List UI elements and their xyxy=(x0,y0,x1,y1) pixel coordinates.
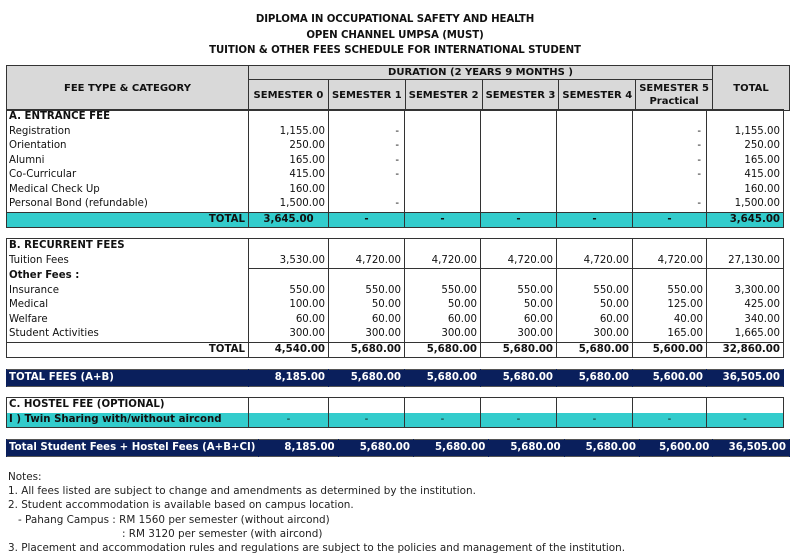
cell-s2: 5,680.00 xyxy=(405,370,481,387)
cell-total: 1,500.00 xyxy=(707,197,784,212)
total-student-and-hostel-fees xyxy=(6,439,790,457)
title-schedule: TUITION & OTHER FEES SCHEDULE FOR INTERNATIONAL STUDENT xyxy=(209,45,581,56)
cell-s3 xyxy=(481,197,557,212)
header-fee-type: FEE TYPE & CATEGORY xyxy=(7,66,249,111)
table-row xyxy=(7,197,784,212)
cell-s3: 300.00 xyxy=(481,327,557,342)
cell-s4: - xyxy=(557,413,633,428)
cell-s4 xyxy=(557,125,633,140)
cell-s2: 5,680.00 xyxy=(413,440,488,457)
cell-s1: 60.00 xyxy=(329,313,405,328)
table-row xyxy=(7,154,784,169)
total-ab-label: TOTAL FEES (A+B) xyxy=(7,370,249,387)
cell-total: 32,860.00 xyxy=(707,342,784,358)
row-label: Medical xyxy=(7,298,249,313)
total-all-row xyxy=(7,440,790,457)
header-semester-3: SEMESTER 3 xyxy=(482,80,559,111)
cell-s4 xyxy=(557,197,633,212)
row-label: I ) Twin Sharing with/without aircond xyxy=(7,413,249,428)
cell-s2: 60.00 xyxy=(405,313,481,328)
cell-s5: - xyxy=(633,154,707,169)
other-fees-title: Other Fees : xyxy=(7,269,249,284)
cell-s5: - xyxy=(633,125,707,140)
cell-s5 xyxy=(633,183,707,198)
table-row xyxy=(7,168,784,183)
cell-s4: 50.00 xyxy=(557,298,633,313)
cell-s4: 60.00 xyxy=(557,313,633,328)
cell-s5: 40.00 xyxy=(633,313,707,328)
cell-s0: 415.00 xyxy=(249,168,329,183)
section-title-row xyxy=(7,239,784,254)
cell-total: 36,505.00 xyxy=(713,440,790,457)
cell-s5: - xyxy=(633,168,707,183)
cell-s0: 8,185.00 xyxy=(259,440,338,457)
cell-s4: 5,680.00 xyxy=(557,370,633,387)
cell-s1: 300.00 xyxy=(329,327,405,342)
row-label: Alumni xyxy=(7,154,249,169)
cell-total: 425.00 xyxy=(707,298,784,313)
cell-s1: - xyxy=(329,197,405,212)
document-title xyxy=(0,12,790,59)
cell-total: 27,130.00 xyxy=(707,254,784,269)
header-semester-5 xyxy=(636,80,713,111)
cell-s0: 8,185.00 xyxy=(249,370,329,387)
total-label: TOTAL xyxy=(7,342,249,358)
cell-s2 xyxy=(405,183,481,198)
cell-s4 xyxy=(557,168,633,183)
cell-s0: 3,530.00 xyxy=(249,254,329,269)
cell-s2 xyxy=(405,125,481,140)
cell-total: 3,300.00 xyxy=(707,284,784,299)
table-row-tuition xyxy=(7,254,784,269)
cell-s0: 1,155.00 xyxy=(249,125,329,140)
cell-s2 xyxy=(405,197,481,212)
cell-s4: - xyxy=(557,212,633,228)
notes xyxy=(8,470,625,555)
cell-s5: - xyxy=(633,212,707,228)
cell-s5: 5,600.00 xyxy=(633,342,707,358)
cell-s5: 550.00 xyxy=(633,284,707,299)
section-entrance-fee xyxy=(6,109,784,228)
table-row xyxy=(7,298,784,313)
cell-s5: - xyxy=(633,139,707,154)
table-row xyxy=(7,139,784,154)
cell-s3: 5,680.00 xyxy=(481,370,557,387)
header-semester-1: SEMESTER 1 xyxy=(328,80,405,111)
section-recurrent-fees xyxy=(6,238,784,358)
cell-s5: 125.00 xyxy=(633,298,707,313)
header-semester-2: SEMESTER 2 xyxy=(405,80,482,111)
cell-s0: 550.00 xyxy=(249,284,329,299)
cell-s3: 5,680.00 xyxy=(481,342,557,358)
total-ab-row xyxy=(7,370,784,387)
cell-s5: - xyxy=(633,197,707,212)
cell-s1: 4,720.00 xyxy=(329,254,405,269)
section-c-title: C. HOSTEL FEE (OPTIONAL) xyxy=(7,398,249,413)
row-label: Tuition Fees xyxy=(7,254,249,269)
cell-total: - xyxy=(707,413,784,428)
section-title-row xyxy=(7,110,784,125)
table-row xyxy=(7,284,784,299)
cell-s1 xyxy=(329,183,405,198)
cell-s5: 165.00 xyxy=(633,327,707,342)
cell-s0: 165.00 xyxy=(249,154,329,169)
cell-s2 xyxy=(405,139,481,154)
note-1: 1. All fees listed are subject to change and amendments as determined by the institution. xyxy=(8,485,476,498)
cell-total: 36,505.00 xyxy=(707,370,784,387)
total-label: TOTAL xyxy=(7,212,249,228)
cell-s1: - xyxy=(329,212,405,228)
cell-s1: 5,680.00 xyxy=(329,370,405,387)
cell-total: 340.00 xyxy=(707,313,784,328)
cell-s1: - xyxy=(329,168,405,183)
header-semester-4: SEMESTER 4 xyxy=(559,80,636,111)
cell-s1: 5,680.00 xyxy=(338,440,413,457)
cell-s4: 5,680.00 xyxy=(557,342,633,358)
cell-s3: 4,720.00 xyxy=(481,254,557,269)
cell-s0: 250.00 xyxy=(249,139,329,154)
cell-s2: 50.00 xyxy=(405,298,481,313)
table-row xyxy=(7,183,784,198)
cell-total: 1,665.00 xyxy=(707,327,784,342)
cell-s0: - xyxy=(249,413,329,428)
cell-s1: - xyxy=(329,413,405,428)
other-fees-title-row xyxy=(7,269,784,284)
total-all-label: Total Student Fees + Hostel Fees (A+B+CI) xyxy=(7,440,259,457)
table-row xyxy=(7,313,784,328)
cell-s4: 300.00 xyxy=(557,327,633,342)
table-row xyxy=(7,327,784,342)
cell-s3 xyxy=(481,154,557,169)
cell-s5: 5,600.00 xyxy=(633,370,707,387)
header-semester-0: SEMESTER 0 xyxy=(248,80,328,111)
cell-s1: 50.00 xyxy=(329,298,405,313)
cell-s0: 4,540.00 xyxy=(249,342,329,358)
note-2-pahang-with-aircond: : RM 3120 per semester (with aircond) xyxy=(122,527,323,540)
cell-s4: 550.00 xyxy=(557,284,633,299)
cell-s2: - xyxy=(405,413,481,428)
header-semester-5-sub: Practical xyxy=(649,96,699,107)
cell-s2: 300.00 xyxy=(405,327,481,342)
section-b-title: B. RECURRENT FEES xyxy=(7,239,249,254)
header-total: TOTAL xyxy=(713,66,790,111)
row-label: Personal Bond (refundable) xyxy=(7,197,249,212)
cell-s2 xyxy=(405,154,481,169)
cell-s4: 4,720.00 xyxy=(557,254,633,269)
header-semester-5-label: SEMESTER 5 xyxy=(639,83,709,94)
section-a-title: A. ENTRANCE FEE xyxy=(7,110,249,125)
cell-s2: - xyxy=(405,212,481,228)
cell-s3: 60.00 xyxy=(481,313,557,328)
section-title-row xyxy=(7,398,784,413)
cell-s3: - xyxy=(481,212,557,228)
cell-s2: 550.00 xyxy=(405,284,481,299)
cell-s3 xyxy=(481,183,557,198)
cell-s3: 5,680.00 xyxy=(489,440,564,457)
cell-s3: 550.00 xyxy=(481,284,557,299)
cell-s1: - xyxy=(329,139,405,154)
table-row-twin-sharing xyxy=(7,413,784,428)
cell-s2: 4,720.00 xyxy=(405,254,481,269)
cell-s0: 300.00 xyxy=(249,327,329,342)
cell-total: 250.00 xyxy=(707,139,784,154)
cell-s1: - xyxy=(329,154,405,169)
cell-s0: 1,500.00 xyxy=(249,197,329,212)
row-label: Co-Curricular xyxy=(7,168,249,183)
cell-total: 165.00 xyxy=(707,154,784,169)
row-label: Student Activities xyxy=(7,327,249,342)
title-program: DIPLOMA IN OCCUPATIONAL SAFETY AND HEALTH xyxy=(255,14,535,25)
cell-s4: 5,680.00 xyxy=(564,440,639,457)
cell-total: 1,155.00 xyxy=(707,125,784,140)
cell-s1: - xyxy=(329,125,405,140)
row-label: Orientation xyxy=(7,139,249,154)
cell-s5: - xyxy=(633,413,707,428)
cell-s5: 5,600.00 xyxy=(639,440,712,457)
cell-s1: 550.00 xyxy=(329,284,405,299)
cell-s0: 3,645.00 xyxy=(249,212,329,228)
section-hostel-fee xyxy=(6,397,784,428)
cell-s0: 60.00 xyxy=(249,313,329,328)
cell-s4 xyxy=(557,154,633,169)
section-b-total-row xyxy=(7,342,784,358)
cell-s4 xyxy=(557,183,633,198)
total-fees-ab xyxy=(6,369,784,387)
cell-s3 xyxy=(481,139,557,154)
row-label: Insurance xyxy=(7,284,249,299)
title-channel: OPEN CHANNEL UMPSA (MUST) xyxy=(306,29,484,41)
section-a-total-row xyxy=(7,212,784,228)
note-2-pahang-without-aircond: - Pahang Campus : RM 1560 per semester (without aircond) xyxy=(18,513,330,526)
cell-s5: 4,720.00 xyxy=(633,254,707,269)
cell-total: 415.00 xyxy=(707,168,784,183)
notes-heading: Notes: xyxy=(8,471,42,483)
cell-total: 3,645.00 xyxy=(707,212,784,228)
cell-s1: 5,680.00 xyxy=(329,342,405,358)
cell-s4 xyxy=(557,139,633,154)
header-duration: DURATION (2 YEARS 9 MONTHS ) xyxy=(248,66,712,80)
table-row xyxy=(7,125,784,140)
cell-s3: - xyxy=(481,413,557,428)
row-label: Registration xyxy=(7,125,249,140)
cell-s2 xyxy=(405,168,481,183)
cell-s0: 100.00 xyxy=(249,298,329,313)
row-label: Welfare xyxy=(7,313,249,328)
cell-s0: 160.00 xyxy=(249,183,329,198)
note-2: 2. Student accommodation is available based on campus location. xyxy=(8,499,354,512)
cell-s3 xyxy=(481,125,557,140)
cell-total: 160.00 xyxy=(707,183,784,198)
cell-s3: 50.00 xyxy=(481,298,557,313)
note-3: 3. Placement and accommodation rules and regulations are subject to the policies and management of the institution. xyxy=(8,542,626,555)
cell-s2: 5,680.00 xyxy=(405,342,481,358)
row-label: Medical Check Up xyxy=(7,183,249,198)
cell-s3 xyxy=(481,168,557,183)
fee-table-header xyxy=(6,65,790,111)
